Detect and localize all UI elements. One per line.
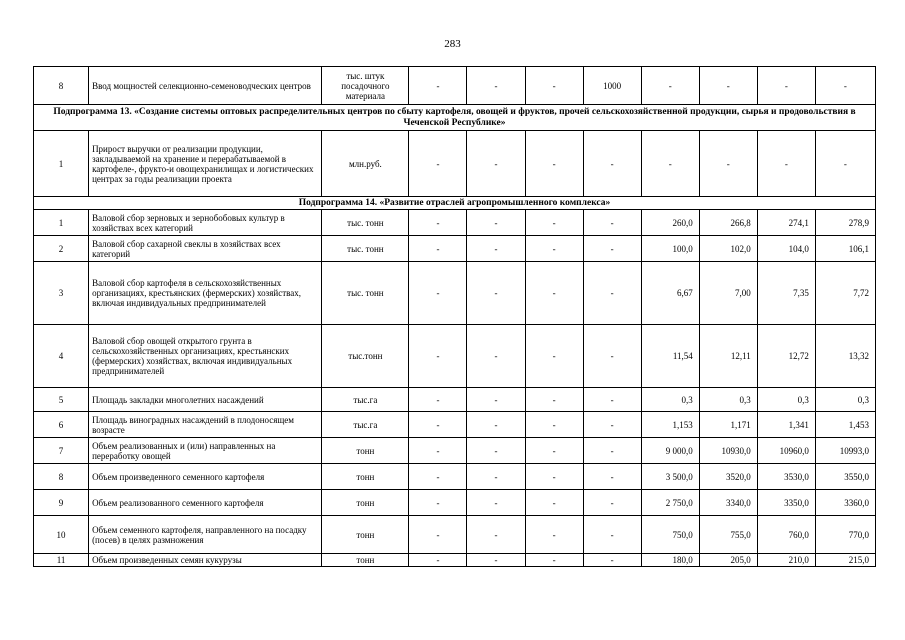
value-cell: -	[583, 388, 641, 412]
value-cell: 6,67	[641, 262, 699, 325]
table-row	[34, 516, 876, 554]
value-cell: 1,453	[815, 412, 875, 438]
indicator-name-cell: Валовой сбор картофеля в сельскохозяйственных организациях, крестьянских (фермерских) хозяйствах, включая индивидуальных предпринимателей	[89, 262, 322, 325]
value-cell: 7,35	[757, 262, 815, 325]
indicator-name-cell: Объем реализованных и (или) направленных на переработку овощей	[89, 438, 322, 464]
unit-cell: тыс. тонн	[322, 236, 409, 262]
value-cell: 7,00	[699, 262, 757, 325]
value-cell: -	[409, 131, 467, 197]
unit-cell: млн.руб.	[322, 131, 409, 197]
value-cell: -	[525, 67, 583, 105]
unit-cell: тонн	[322, 438, 409, 464]
value-cell: -	[467, 67, 525, 105]
value-cell: 215,0	[815, 554, 875, 567]
value-cell: -	[467, 438, 525, 464]
value-cell: -	[525, 262, 583, 325]
value-cell: -	[525, 490, 583, 516]
value-cell: 0,3	[699, 388, 757, 412]
value-cell: -	[583, 464, 641, 490]
unit-cell: тыс.тонн	[322, 325, 409, 388]
value-cell: -	[641, 67, 699, 105]
value-cell: -	[467, 325, 525, 388]
value-cell: -	[757, 67, 815, 105]
row-number-cell: 1	[34, 210, 89, 236]
indicator-name-cell: Ввод мощностей селекционно-семеноводческих центров	[89, 67, 322, 105]
value-cell: -	[409, 236, 467, 262]
value-cell: 11,54	[641, 325, 699, 388]
page-number: 283	[444, 38, 461, 50]
unit-cell: тыс. тонн	[322, 262, 409, 325]
value-cell: 7,72	[815, 262, 875, 325]
value-cell: -	[641, 131, 699, 197]
indicator-name-cell: Объем произведенных семян кукурузы	[89, 554, 322, 567]
value-cell: 3360,0	[815, 490, 875, 516]
indicator-name-cell: Прирост выручки от реализации продукции, закладываемой на хранение и перерабатываемой в картофеле-, фрукто-и овощехранилищах и логистических центрах за годы реализации проекта	[89, 131, 322, 197]
indicator-name-cell: Объем реализованного семенного картофеля	[89, 490, 322, 516]
value-cell: -	[409, 554, 467, 567]
value-cell: 3340,0	[699, 490, 757, 516]
unit-cell: тонн	[322, 554, 409, 567]
value-cell: -	[583, 516, 641, 554]
value-cell: -	[699, 131, 757, 197]
row-number-cell: 8	[34, 67, 89, 105]
section-title: Подпрограмма 13. «Создание системы оптовых распределительных центров по сбыту картофеля, овощей и фруктов, прочей сельскохозяйственной продукции, сырья и продовольствия в Чеченской Республике»	[34, 105, 876, 131]
value-cell: -	[409, 412, 467, 438]
section-title: Подпрограмма 14. «Развитие отраслей агропромышленного комплекса»	[34, 197, 876, 210]
value-cell: 3 500,0	[641, 464, 699, 490]
value-cell: -	[583, 131, 641, 197]
table-row	[34, 464, 876, 490]
row-number-cell: 2	[34, 236, 89, 262]
indicator-name-cell: Площадь закладки многолетних насаждений	[89, 388, 322, 412]
table-row	[34, 210, 876, 236]
indicator-name-cell: Площадь виноградных насаждений в плодоносящем возрасте	[89, 412, 322, 438]
value-cell: -	[583, 325, 641, 388]
row-number-cell: 1	[34, 131, 89, 197]
value-cell: -	[467, 262, 525, 325]
value-cell: -	[757, 131, 815, 197]
row-number-cell: 11	[34, 554, 89, 567]
value-cell: -	[409, 464, 467, 490]
table-row	[34, 236, 876, 262]
value-cell: -	[525, 464, 583, 490]
value-cell: -	[467, 490, 525, 516]
value-cell: -	[467, 412, 525, 438]
value-cell: 278,9	[815, 210, 875, 236]
value-cell: -	[467, 131, 525, 197]
value-cell: -	[699, 67, 757, 105]
value-cell: -	[525, 438, 583, 464]
value-cell: 10960,0	[757, 438, 815, 464]
value-cell: 0,3	[641, 388, 699, 412]
value-cell: -	[467, 554, 525, 567]
value-cell: 274,1	[757, 210, 815, 236]
table-row	[34, 490, 876, 516]
value-cell: -	[583, 210, 641, 236]
value-cell: -	[409, 490, 467, 516]
value-cell: -	[467, 210, 525, 236]
value-cell: -	[409, 210, 467, 236]
row-number-cell: 5	[34, 388, 89, 412]
value-cell: -	[525, 325, 583, 388]
value-cell: 102,0	[699, 236, 757, 262]
value-cell: -	[583, 236, 641, 262]
value-cell: 210,0	[757, 554, 815, 567]
value-cell: 0,3	[815, 388, 875, 412]
value-cell: 104,0	[757, 236, 815, 262]
value-cell: -	[525, 236, 583, 262]
row-number-cell: 10	[34, 516, 89, 554]
value-cell: -	[583, 262, 641, 325]
value-cell: 0,3	[757, 388, 815, 412]
table-row	[34, 262, 876, 325]
value-cell: -	[467, 516, 525, 554]
value-cell: 755,0	[699, 516, 757, 554]
value-cell: 10993,0	[815, 438, 875, 464]
value-cell: 2 750,0	[641, 490, 699, 516]
row-number-cell: 7	[34, 438, 89, 464]
value-cell: -	[409, 388, 467, 412]
value-cell: -	[525, 131, 583, 197]
unit-cell: тонн	[322, 516, 409, 554]
table-row	[34, 388, 876, 412]
value-cell: 100,0	[641, 236, 699, 262]
indicator-name-cell: Валовой сбор сахарной свеклы в хозяйствах всех категорий	[89, 236, 322, 262]
indicator-name-cell: Объем произведенного семенного картофеля	[89, 464, 322, 490]
table-row	[34, 67, 876, 105]
value-cell: -	[525, 516, 583, 554]
row-number-cell: 8	[34, 464, 89, 490]
value-cell: 1,153	[641, 412, 699, 438]
value-cell: -	[409, 438, 467, 464]
value-cell: -	[525, 554, 583, 567]
value-cell: 1,341	[757, 412, 815, 438]
unit-cell: тыс. штук посадочного материала	[322, 67, 409, 105]
subprogram-13-header	[34, 105, 876, 131]
value-cell: -	[409, 325, 467, 388]
value-cell: 205,0	[699, 554, 757, 567]
subprogram-14-header	[34, 197, 876, 210]
value-cell: -	[467, 464, 525, 490]
unit-cell: тонн	[322, 464, 409, 490]
value-cell: 9 000,0	[641, 438, 699, 464]
value-cell: 3350,0	[757, 490, 815, 516]
value-cell: -	[409, 262, 467, 325]
value-cell: -	[525, 388, 583, 412]
value-cell: 760,0	[757, 516, 815, 554]
table-row	[34, 325, 876, 388]
value-cell: -	[815, 67, 875, 105]
value-cell: -	[583, 412, 641, 438]
value-cell: 750,0	[641, 516, 699, 554]
indicator-name-cell: Валовой сбор овощей открытого грунта в сельскохозяйственных организациях, крестьянских (фермерских) хозяйствах, включая индивидуальных предпринимателей	[89, 325, 322, 388]
value-cell: -	[409, 516, 467, 554]
value-cell: 12,72	[757, 325, 815, 388]
value-cell: -	[583, 490, 641, 516]
value-cell: -	[525, 412, 583, 438]
unit-cell: тонн	[322, 490, 409, 516]
row-number-cell: 3	[34, 262, 89, 325]
value-cell: -	[467, 236, 525, 262]
unit-cell: тыс.га	[322, 388, 409, 412]
row-number-cell: 6	[34, 412, 89, 438]
table-body	[34, 67, 876, 567]
value-cell: 180,0	[641, 554, 699, 567]
value-cell: 1,171	[699, 412, 757, 438]
indicators-table	[33, 66, 876, 567]
value-cell: 3520,0	[699, 464, 757, 490]
value-cell: 260,0	[641, 210, 699, 236]
row-number-cell: 9	[34, 490, 89, 516]
indicator-name-cell: Объем семенного картофеля, направленного на посадку (посев) в целях размножения	[89, 516, 322, 554]
unit-cell: тыс. тонн	[322, 210, 409, 236]
value-cell: -	[583, 554, 641, 567]
table-row	[34, 554, 876, 567]
value-cell: 1000	[583, 67, 641, 105]
value-cell: -	[467, 388, 525, 412]
indicator-name-cell: Валовой сбор зерновых и зернобобовых культур в хозяйствах всех категорий	[89, 210, 322, 236]
value-cell: 10930,0	[699, 438, 757, 464]
value-cell: 266,8	[699, 210, 757, 236]
value-cell: 3550,0	[815, 464, 875, 490]
value-cell: 106,1	[815, 236, 875, 262]
value-cell: -	[815, 131, 875, 197]
value-cell: 3530,0	[757, 464, 815, 490]
value-cell: -	[525, 210, 583, 236]
value-cell: 770,0	[815, 516, 875, 554]
value-cell: -	[409, 67, 467, 105]
table-row	[34, 412, 876, 438]
value-cell: 12,11	[699, 325, 757, 388]
unit-cell: тыс.га	[322, 412, 409, 438]
value-cell: -	[583, 438, 641, 464]
value-cell: 13,32	[815, 325, 875, 388]
row-number-cell: 4	[34, 325, 89, 388]
table-row	[34, 131, 876, 197]
table-row	[34, 438, 876, 464]
